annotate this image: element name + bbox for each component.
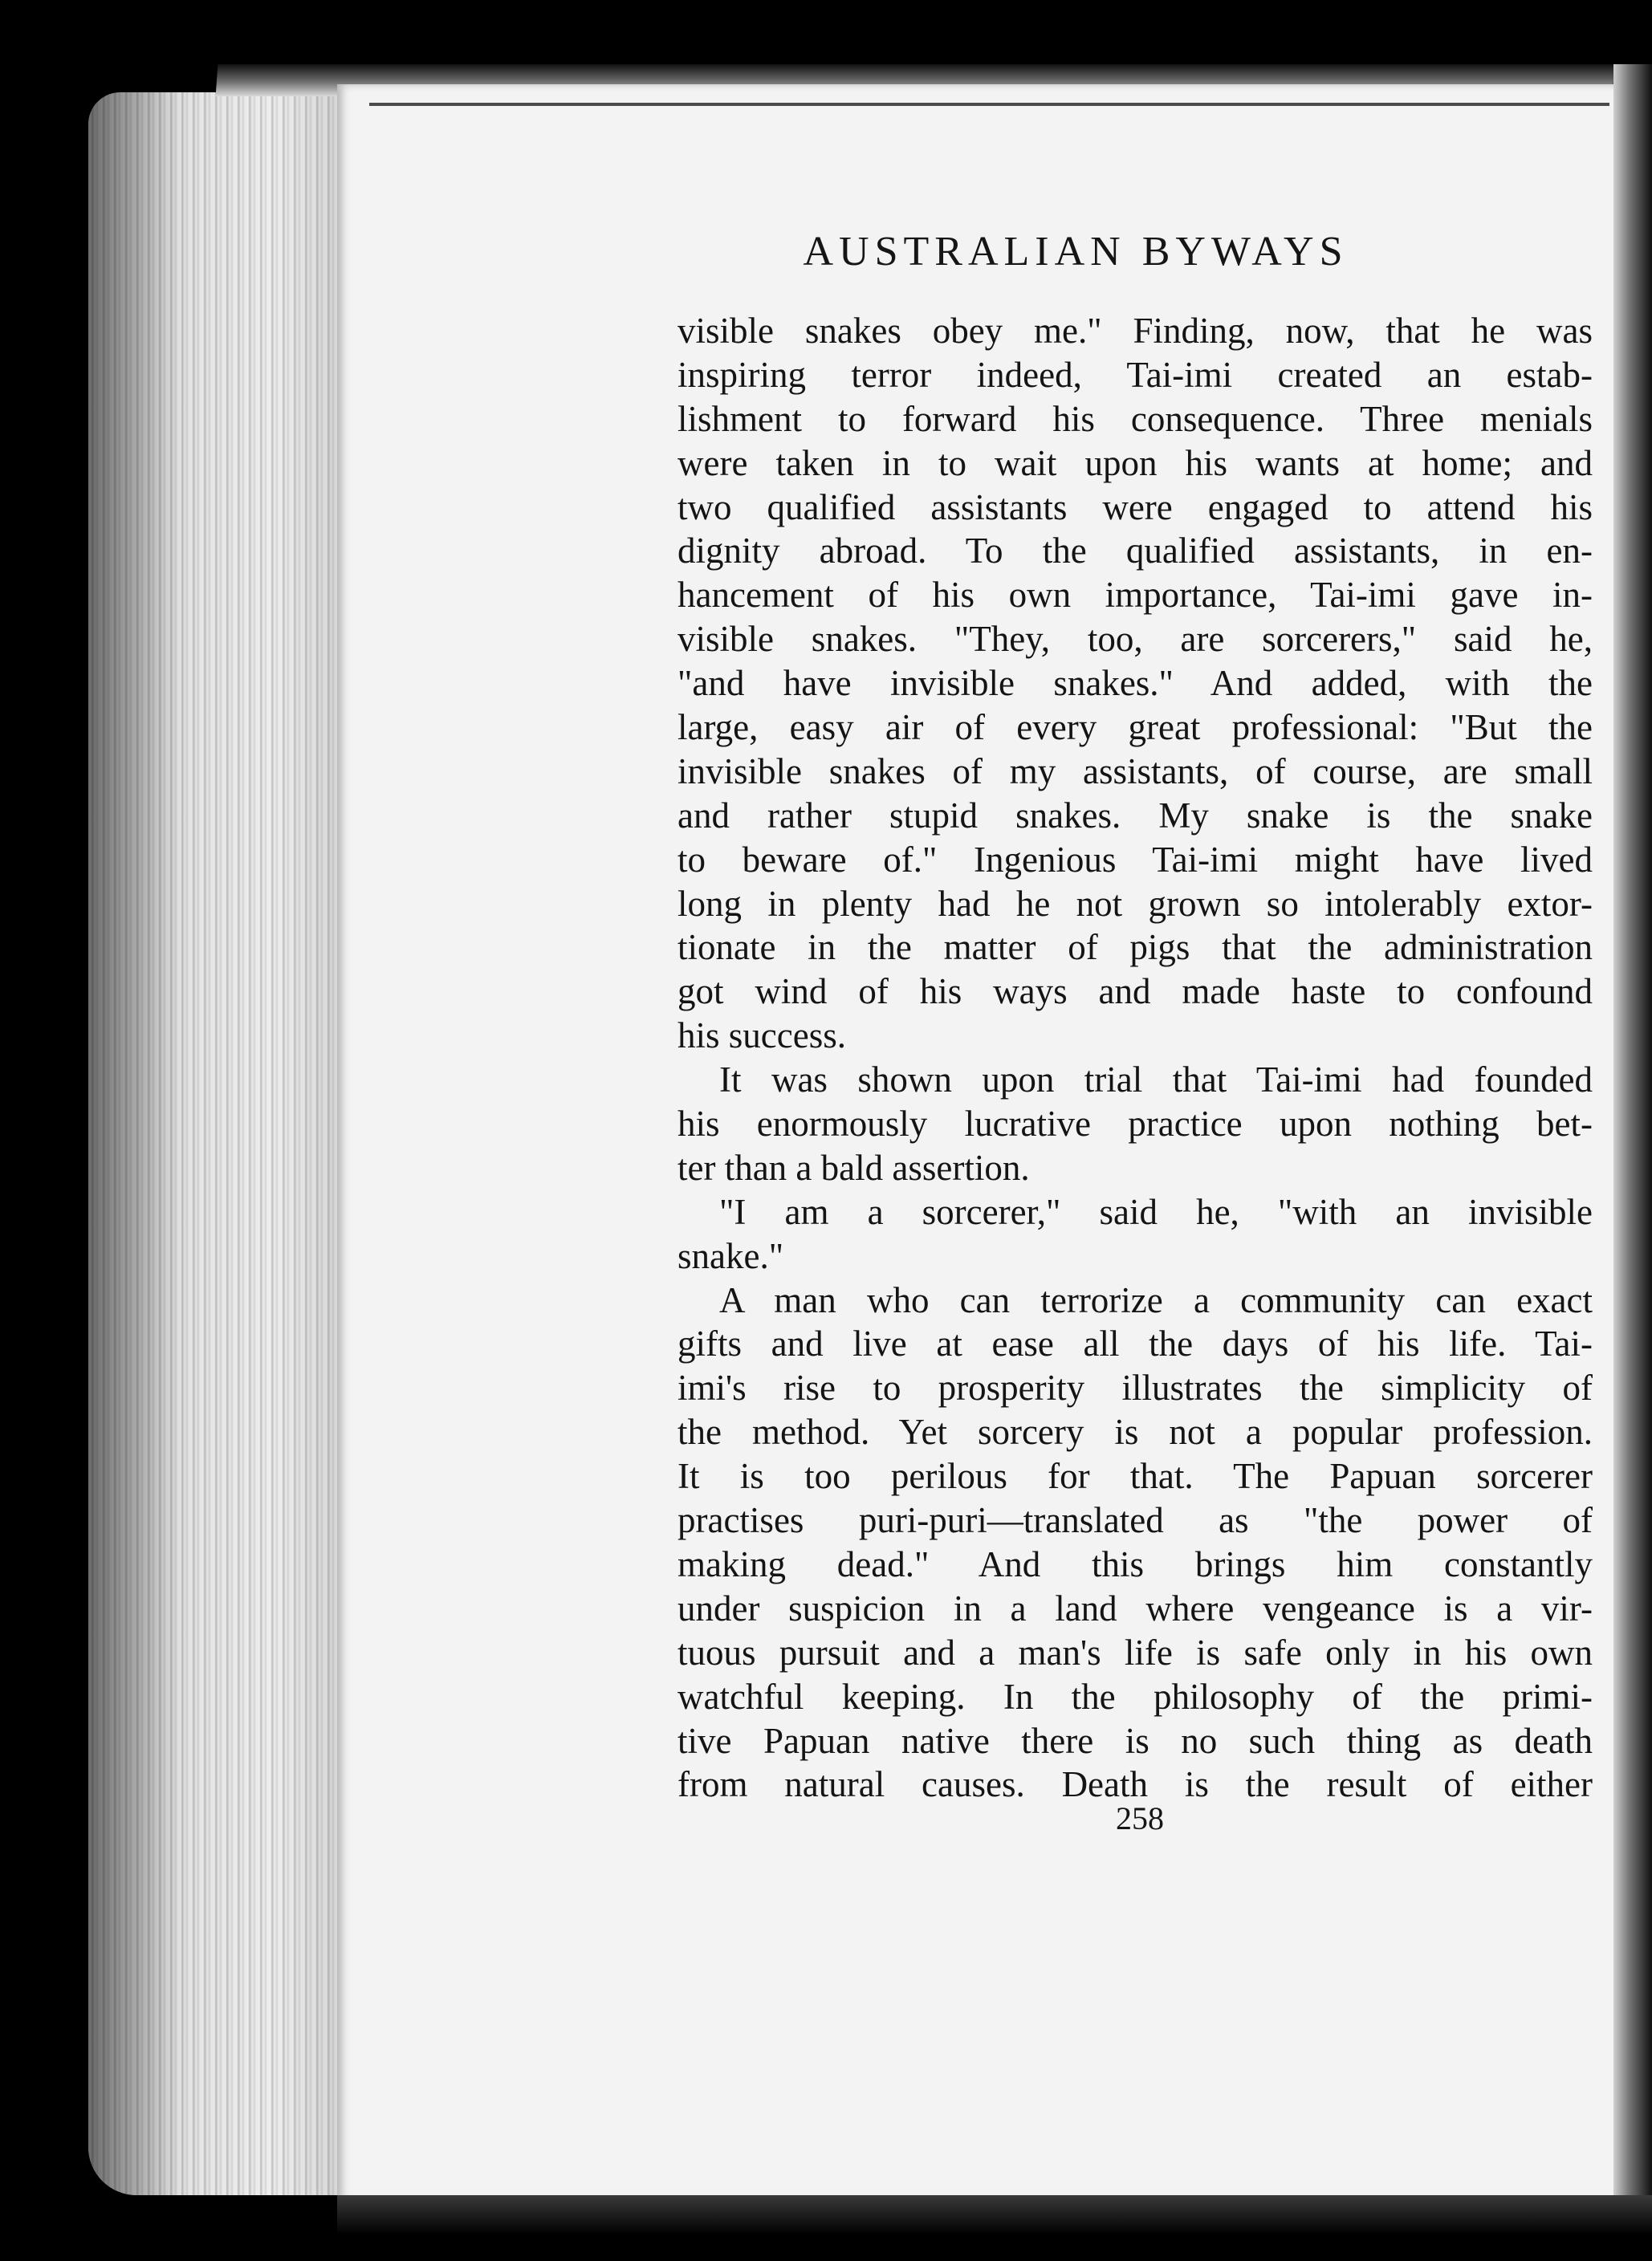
text-line: two qualified assistants were engaged to attend his (677, 486, 1593, 527)
text-line: lishment to forward his consequence. Three menials (677, 398, 1593, 439)
page-top-edge-line (369, 103, 1609, 106)
book-page-edges (88, 92, 353, 2195)
text-line: snake." (677, 1235, 784, 1276)
text-line: hancement of his own importance, Tai-imi gave in- (677, 575, 1593, 616)
body-text (677, 309, 1593, 1807)
page-right-edge (1613, 64, 1652, 2231)
text-line: inspiring terror indeed, Tai-imi created an estab- (677, 354, 1593, 395)
text-line: visible snakes obey me." Finding, now, that he was (677, 311, 1593, 351)
text-line: tionate in the matter of pigs that the administration (677, 927, 1593, 968)
page-bottom-shadow (337, 2195, 1652, 2261)
text-line: tuous pursuit and a man's life is safe only in his own (677, 1632, 1593, 1673)
text-line: his enormously lucrative practice upon nothing bet- (677, 1104, 1593, 1145)
text-line: making dead." And this brings him constantly (677, 1543, 1593, 1584)
page-number: 258 (1116, 1800, 1164, 1836)
text-line: visible snakes. "They, too, are sorcerers," said he, (677, 619, 1593, 660)
text-line: his success. (677, 1015, 846, 1056)
text-line: large, easy air of every great professional: "But the (677, 707, 1593, 748)
text-line: and rather stupid snakes. My snake is the snake (677, 795, 1593, 836)
text-line: It was shown upon trial that Tai-imi had founded (719, 1059, 1593, 1100)
text-line: got wind of his ways and made haste to confound (677, 971, 1593, 1012)
text-line: imi's rise to prosperity illustrates the simplicity of (677, 1368, 1593, 1409)
text-line: long in plenty had he not grown so intolerably extor- (677, 883, 1593, 924)
text-line: from natural causes. Death is the result of either (677, 1764, 1593, 1805)
text-line: dignity abroad. To the qualified assistants, in en- (677, 531, 1593, 571)
text-line: invisible snakes of my assistants, of course, are small (677, 750, 1593, 791)
text-line: practises puri-puri—translated as "the power of (677, 1500, 1593, 1541)
running-head: AUSTRALIAN BYWAYS (803, 229, 1349, 274)
text-line: to beware of." Ingenious Tai-imi might have lived (677, 839, 1593, 880)
text-line: "I am a sorcerer," said he, "with an invisible (719, 1191, 1593, 1232)
text-line: "and have invisible snakes." And added, with the (677, 663, 1593, 704)
text-line: A man who can terrorize a community can exact (719, 1279, 1593, 1320)
text-line: gifts and live at ease all the days of his life. Tai- (677, 1324, 1593, 1364)
text-line: the method. Yet sorcery is not a popular profession. (677, 1412, 1593, 1453)
text-line: It is too perilous for that. The Papuan sorcerer (677, 1456, 1593, 1497)
text-line: watchful keeping. In the philosophy of the primi- (677, 1676, 1593, 1717)
text-line: ter than a bald assertion. (677, 1147, 1030, 1188)
text-line: were taken in to wait upon his wants at home; and (677, 442, 1593, 483)
text-line: under suspicion in a land where vengeance is a vir- (677, 1588, 1593, 1629)
text-line: tive Papuan native there is no such thing as death (677, 1720, 1593, 1761)
